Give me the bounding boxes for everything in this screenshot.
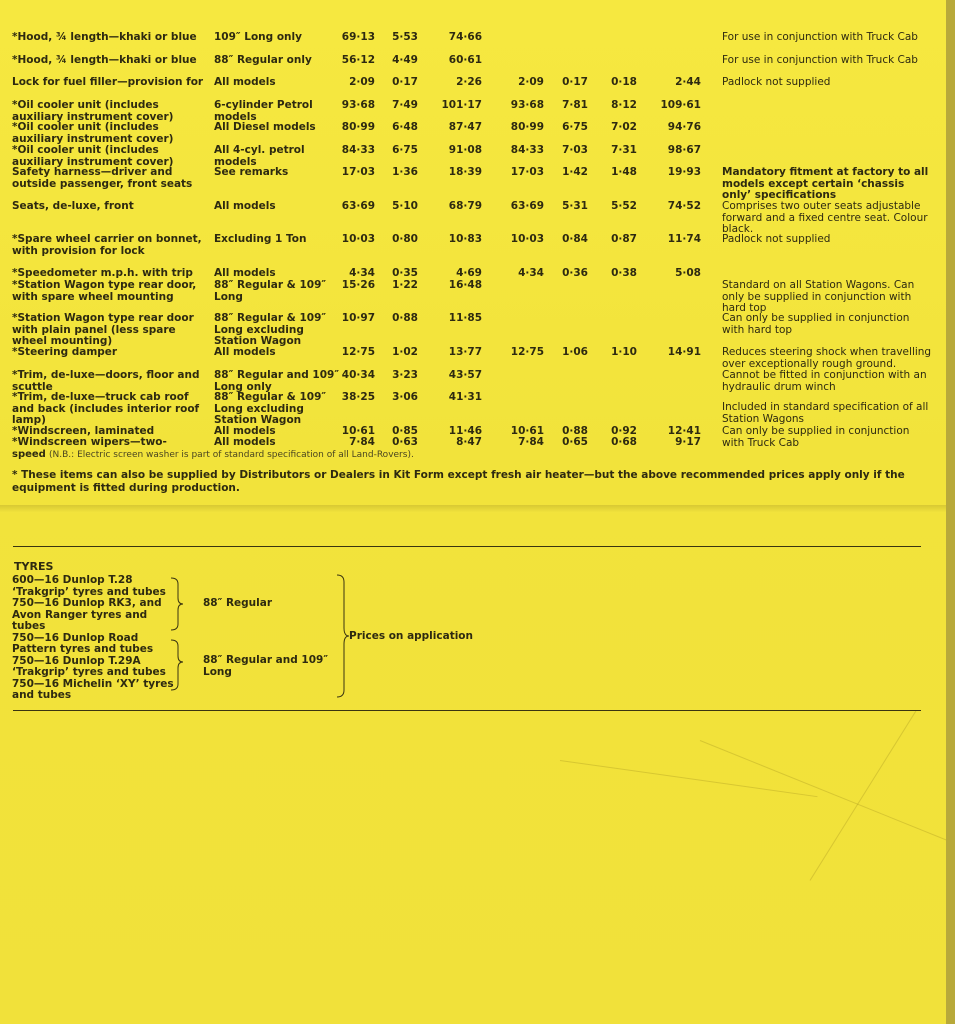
model-applicability: All Diesel models [214, 121, 316, 133]
price-cell: 91·08 [448, 144, 482, 156]
price-cell: 84·33 [510, 144, 544, 156]
price-cell: 80·99 [510, 121, 544, 133]
price-cell: 1·22 [392, 279, 418, 291]
price-cell: 19·93 [667, 166, 701, 178]
tyre-model-group-2: 88″ Regular and 109″ Long [203, 654, 329, 678]
price-cell: 7·81 [562, 99, 588, 111]
price-cell: 5·53 [392, 31, 418, 43]
model-applicability: All models [214, 425, 276, 437]
price-cell: 0·17 [392, 76, 418, 88]
right-brace [337, 575, 349, 697]
remarks: Can only be supplied in conjunction with Truck Cab [722, 425, 910, 449]
price-cell: 0·17 [562, 76, 588, 88]
price-cell: 1·06 [562, 346, 588, 358]
model-applicability: All models [214, 76, 276, 88]
price-cell: 11·46 [448, 425, 482, 437]
price-cell: 40·34 [341, 369, 375, 381]
price-cell: 0·87 [611, 233, 637, 245]
model-applicability: 6-cylinder Petrol models [214, 99, 313, 123]
price-cell: 4·69 [456, 267, 482, 279]
price-cell: 7·84 [518, 436, 544, 448]
price-cell: 63·69 [341, 200, 375, 212]
price-cell: 0·63 [392, 436, 418, 448]
price-cell: 0·85 [392, 425, 418, 437]
item-description: Safety harness—driver and outside passenger, front seats [12, 166, 193, 190]
price-cell: 0·18 [611, 76, 637, 88]
price-cell: 80·99 [341, 121, 375, 133]
price-cell: 0·92 [611, 425, 637, 437]
price-cell: 1·36 [392, 166, 418, 178]
remarks: Standard on all Station Wagons. Can only be supplied in conjunction with hard top [722, 279, 915, 314]
tyre-item: 750—16 Michelin ‘XY’ tyres and tubes [12, 677, 174, 701]
price-cell: 15·26 [341, 279, 375, 291]
item-description: *Windscreen wipers—two- [12, 436, 167, 448]
price-cell: 94·76 [667, 121, 701, 133]
price-cell: 12·75 [341, 346, 375, 358]
remarks: For use in conjunction with Truck Cab [722, 54, 918, 66]
left-brace-lower [171, 640, 183, 690]
price-cell: 84·33 [341, 144, 375, 156]
price-cell: 0·65 [562, 436, 588, 448]
model-applicability: All 4-cyl. petrol models [214, 144, 305, 168]
model-applicability: 88″ Regular only [214, 54, 312, 66]
price-cell: 10·61 [510, 425, 544, 437]
price-cell: 74·66 [448, 31, 482, 43]
price-cell: 12·75 [510, 346, 544, 358]
price-cell: 56·12 [341, 54, 375, 66]
price-cell: 8·47 [456, 436, 482, 448]
tyre-item: 750—16 Dunlop Road Pattern tyres and tubes [12, 631, 154, 655]
price-cell: 7·84 [349, 436, 375, 448]
model-applicability: 88″ Regular & 109″ Long excluding Station Wagon [214, 312, 327, 347]
item-description: *Oil cooler unit (includes auxiliary instrument cover) [12, 99, 174, 123]
screen-washer-note: (N.B.: Electric screen washer is part of standard specification of all Land-Rovers). [49, 450, 414, 460]
item-description: *Spare wheel carrier on bonnet, with provision for lock [12, 233, 202, 257]
price-cell: 0·38 [611, 267, 637, 279]
price-cell: 93·68 [510, 99, 544, 111]
remarks: Included in standard specification of all Station Wagons [722, 401, 929, 425]
price-cell: 2·09 [349, 76, 375, 88]
item-description: *Hood, ¾ length—khaki or blue [12, 31, 197, 43]
price-cell: 60·61 [448, 54, 482, 66]
page-edge [946, 0, 955, 1024]
price-cell: 0·35 [392, 267, 418, 279]
remarks: Comprises two outer seats adjustable forward and a fixed centre seat. Colour black. [722, 200, 928, 235]
price-cell: 10·61 [341, 425, 375, 437]
price-cell: 0·88 [562, 425, 588, 437]
item-description: *Steering damper [12, 346, 118, 358]
model-applicability: All models [214, 436, 276, 448]
model-applicability: All models [214, 267, 276, 279]
tyre-item: 600—16 Dunlop T.28 ‘Trakgrip’ tyres and tubes [12, 574, 166, 598]
price-cell: 5·52 [611, 200, 637, 212]
price-cell: 9·17 [675, 436, 701, 448]
price-cell: 7·03 [562, 144, 588, 156]
price-cell: 16·48 [448, 279, 482, 291]
price-cell: 63·69 [510, 200, 544, 212]
price-cell: 7·49 [392, 99, 418, 111]
tyre-item: 750—16 Dunlop RK3, and Avon Ranger tyres and tubes [12, 597, 162, 632]
tyre-model-group-1: 88″ Regular [203, 597, 273, 609]
price-cell: 3·06 [392, 391, 418, 403]
speed-word: speed [12, 449, 46, 460]
remarks: Padlock not supplied [722, 76, 831, 88]
price-cell: 5·31 [562, 200, 588, 212]
item-description: *Hood, ¾ length—khaki or blue [12, 54, 197, 66]
price-cell: 93·68 [341, 99, 375, 111]
remarks: Can only be supplied in conjunction with hard top [722, 312, 910, 336]
price-cell: 74·52 [667, 200, 701, 212]
price-cell: 10·97 [341, 312, 375, 324]
price-cell: 1·02 [392, 346, 418, 358]
price-cell: 12·41 [667, 425, 701, 437]
kit-form-footnote: * These items can also be supplied by Distributors or Dealers in Kit Form except fresh air heater—but the above recommended prices apply only if the equipment is fitted during production. [12, 469, 905, 494]
price-cell: 0·36 [562, 267, 588, 279]
item-description: *Trim, de-luxe—truck cab roof and back (includes interior roof lamp) [12, 391, 200, 426]
price-cell: 4·34 [518, 267, 544, 279]
item-description: *Station Wagon type rear door, with spare wheel mounting [12, 279, 197, 303]
price-cell: 13·77 [448, 346, 482, 358]
price-cell: 41·31 [448, 391, 482, 403]
price-cell: 1·10 [611, 346, 637, 358]
tyre-item: 750—16 Dunlop T.29A ‘Trakgrip’ tyres and tubes [12, 654, 166, 678]
section-divider [13, 710, 921, 711]
model-applicability: All models [214, 200, 276, 212]
remarks: Mandatory fitment at factory to all models except certain ‘chassis only’ specifications [722, 166, 929, 201]
price-cell: 0·80 [392, 233, 418, 245]
remarks: Padlock not supplied [722, 233, 831, 245]
remarks: Reduces steering shock when travelling over exceptionally rough ground. Cannot be fitted in conjunction with an hydraulic drum winch [722, 346, 932, 393]
model-applicability: 88″ Regular & 109″ Long [214, 279, 327, 303]
price-cell: 8·12 [611, 99, 637, 111]
price-cell: 0·84 [562, 233, 588, 245]
price-cell: 38·25 [341, 391, 375, 403]
item-description: *Station Wagon type rear door with plain panel (less spare wheel mounting) [12, 312, 194, 347]
model-applicability: All models [214, 346, 276, 358]
price-cell: 3·23 [392, 369, 418, 381]
price-cell: 0·68 [611, 436, 637, 448]
item-description: *Trim, de-luxe—doors, floor and scuttle [12, 369, 200, 393]
price-cell: 98·67 [667, 144, 701, 156]
model-applicability: Excluding 1 Ton [214, 233, 307, 245]
item-description: *Oil cooler unit (includes auxiliary instrument cover) [12, 121, 174, 145]
price-cell: 11·74 [667, 233, 701, 245]
price-cell: 10·83 [448, 233, 482, 245]
item-description: *Oil cooler unit (includes auxiliary instrument cover) [12, 144, 174, 168]
remarks: For use in conjunction with Truck Cab [722, 31, 918, 43]
price-cell: 10·03 [510, 233, 544, 245]
price-cell: 68·79 [448, 200, 482, 212]
price-cell: 7·02 [611, 121, 637, 133]
price-cell: 1·48 [611, 166, 637, 178]
model-applicability: 88″ Regular and 109″ Long only [214, 369, 340, 393]
item-description: Lock for fuel filler—provision for [12, 76, 204, 88]
model-applicability: 88″ Regular & 109″ Long excluding Station Wagon [214, 391, 327, 426]
item-description: *Speedometer m.p.h. with trip [12, 267, 193, 279]
price-cell: 2·44 [675, 76, 701, 88]
price-cell: 0·88 [392, 312, 418, 324]
model-applicability: See remarks [214, 166, 289, 178]
price-cell: 6·75 [562, 121, 588, 133]
tyre-price-note: Prices on application [349, 630, 474, 642]
price-cell: 18·39 [448, 166, 482, 178]
price-cell: 17·03 [341, 166, 375, 178]
price-cell: 109·61 [660, 99, 701, 111]
price-cell: 2·26 [456, 76, 482, 88]
price-cell: 4·49 [392, 54, 418, 66]
price-cell: 87·47 [448, 121, 482, 133]
left-brace-upper [171, 578, 183, 630]
price-cell: 6·75 [392, 144, 418, 156]
price-cell: 6·48 [392, 121, 418, 133]
price-cell: 17·03 [510, 166, 544, 178]
price-cell: 5·10 [392, 200, 418, 212]
price-cell: 4·34 [349, 267, 375, 279]
price-cell: 7·31 [611, 144, 637, 156]
price-cell: 69·13 [341, 31, 375, 43]
price-cell: 14·91 [667, 346, 701, 358]
tyres-heading: TYRES [14, 560, 54, 573]
item-description: *Windscreen, laminated [12, 425, 155, 437]
price-cell: 5·08 [675, 267, 701, 279]
price-cell: 11·85 [448, 312, 482, 324]
price-cell: 1·42 [562, 166, 588, 178]
model-applicability: 109″ Long only [214, 31, 302, 43]
price-cell: 43·57 [448, 369, 482, 381]
price-cell: 10·03 [341, 233, 375, 245]
item-description: Seats, de-luxe, front [12, 200, 134, 212]
price-cell: 2·09 [518, 76, 544, 88]
price-cell: 101·17 [441, 99, 482, 111]
